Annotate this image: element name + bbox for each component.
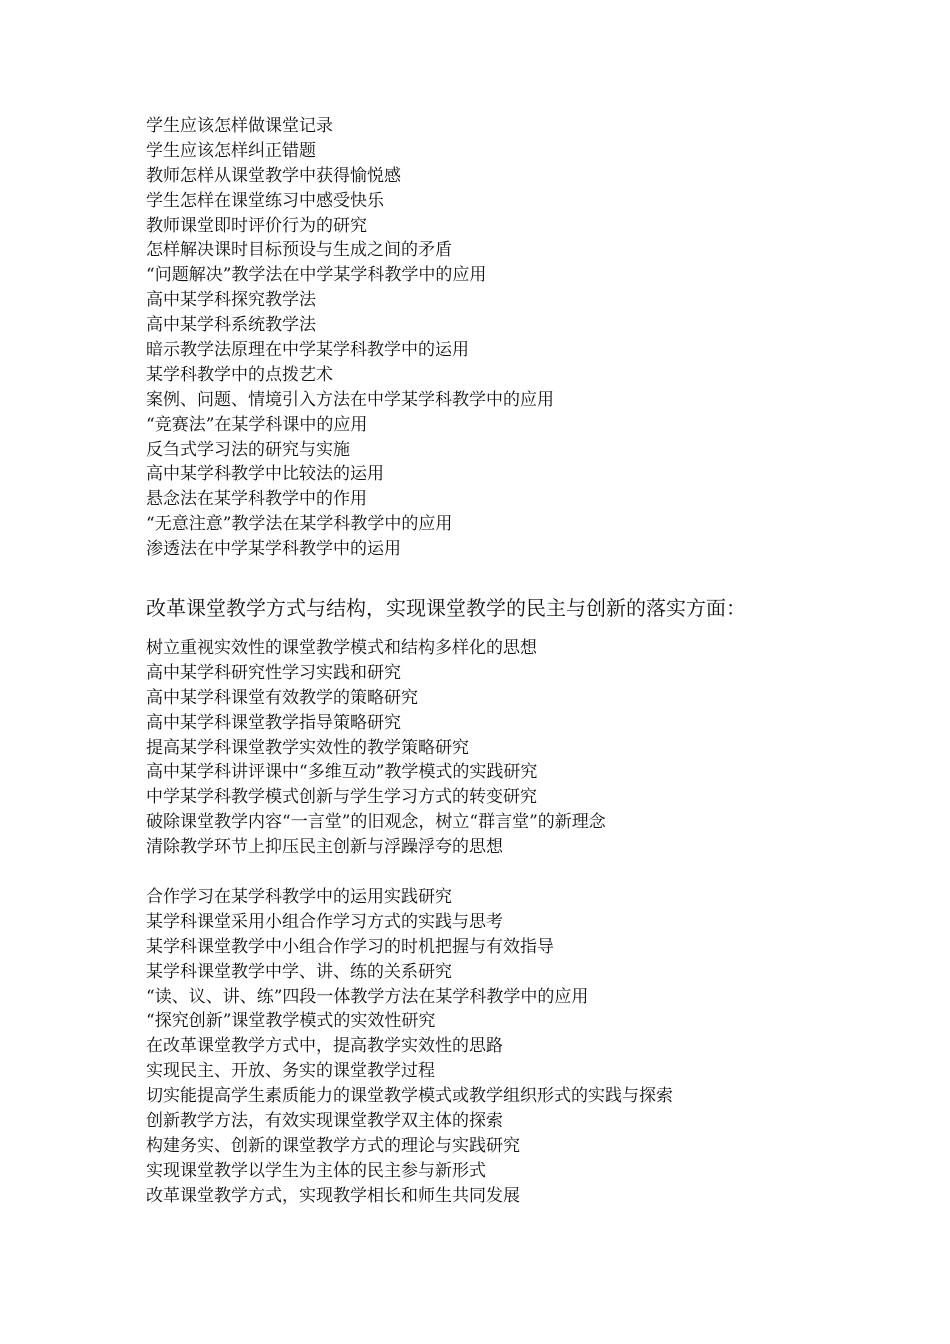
list-item: 切实能提高学生素质能力的课堂教学模式或教学组织形式的实践与探索 [146, 1086, 673, 1107]
list-item: 悬念法在某学科教学中的作用 [146, 489, 367, 510]
list-item: 怎样解决课时目标预设与生成之间的矛盾 [146, 240, 452, 261]
list-item: 破除课堂教学内容“一言堂”的旧观念，树立“群言堂”的新理念 [146, 812, 606, 833]
list-item: 教师课堂即时评价行为的研究 [146, 215, 367, 236]
list-item: 案例、问题、情境引入方法在中学某学科教学中的应用 [146, 389, 554, 410]
topic-list-two [146, 636, 606, 860]
list-item: 清除教学环节上抑压民主创新与浮躁浮夸的思想 [146, 837, 503, 858]
list-item: 实现民主、开放、务实的课堂教学过程 [146, 1061, 435, 1082]
list-item: 在改革课堂教学方式中，提高教学实效性的思路 [146, 1036, 503, 1057]
list-item: 实现课堂教学以学生为主体的民主参与新形式 [146, 1160, 486, 1181]
list-item: 高中某学科教学中比较法的运用 [146, 464, 384, 485]
list-item: 高中某学科讲评课中“多维互动”教学模式的实践研究 [146, 762, 538, 783]
list-item: 合作学习在某学科教学中的运用实践研究 [146, 887, 452, 907]
list-item: 某学科课堂教学中学、讲、练的关系研究 [146, 961, 452, 982]
list-item: 反刍式学习法的研究与实施 [146, 439, 350, 460]
list-item: 暗示教学法原理在中学某学科教学中的运用 [146, 340, 469, 361]
list-item: 某学科课堂采用小组合作学习方式的实践与思考 [146, 911, 503, 932]
list-item: 渗透法在中学某学科教学中的运用 [146, 539, 401, 560]
topic-list-three [146, 885, 673, 1209]
list-item: 高中某学科课堂有效教学的策略研究 [146, 687, 418, 708]
list-item: 创新教学方法，有效实现课堂教学双主体的探索 [146, 1111, 503, 1132]
list-item: 某学科教学中的点拨艺术 [146, 364, 333, 385]
list-item: 提高某学科课堂教学实效性的教学策略研究 [146, 737, 469, 758]
list-item: 学生应该怎样做课堂记录 [146, 116, 333, 136]
topic-list-one [146, 114, 554, 562]
list-item: 高中某学科系统教学法 [146, 315, 316, 336]
list-item: 某学科课堂教学中小组合作学习的时机把握与有效指导 [146, 936, 554, 957]
list-item: 学生应该怎样纠正错题 [146, 140, 316, 161]
list-item: 改革课堂教学方式，实现教学相长和师生共同发展 [146, 1185, 520, 1206]
list-item: “问题解决”教学法在中学某学科教学中的应用 [146, 265, 487, 286]
list-item: “无意注意”教学法在某学科教学中的应用 [146, 514, 453, 535]
list-item: 高中某学科探究教学法 [146, 290, 316, 311]
list-item: 树立重视实效性的课堂教学模式和结构多样化的思想 [146, 638, 537, 658]
section-heading: 改革课堂教学方式与结构，实现课堂教学的民主与创新的落实方面： [146, 596, 746, 620]
list-item: 中学某学科教学模式创新与学生学习方式的转变研究 [146, 787, 537, 808]
list-item: “探究创新”课堂教学模式的实效性研究 [146, 1011, 436, 1032]
list-item: 学生怎样在课堂练习中感受快乐 [146, 190, 384, 211]
list-item: 高中某学科研究性学习实践和研究 [146, 662, 401, 683]
list-item: 教师怎样从课堂教学中获得愉悦感 [146, 165, 401, 186]
list-item: 高中某学科课堂教学指导策略研究 [146, 712, 401, 733]
list-item: 构建务实、创新的课堂教学方式的理论与实践研究 [146, 1135, 520, 1156]
list-item: “读、议、讲、练”四段一体教学方法在某学科教学中的应用 [146, 986, 589, 1007]
list-item: “竞赛法”在某学科课中的应用 [146, 414, 368, 435]
